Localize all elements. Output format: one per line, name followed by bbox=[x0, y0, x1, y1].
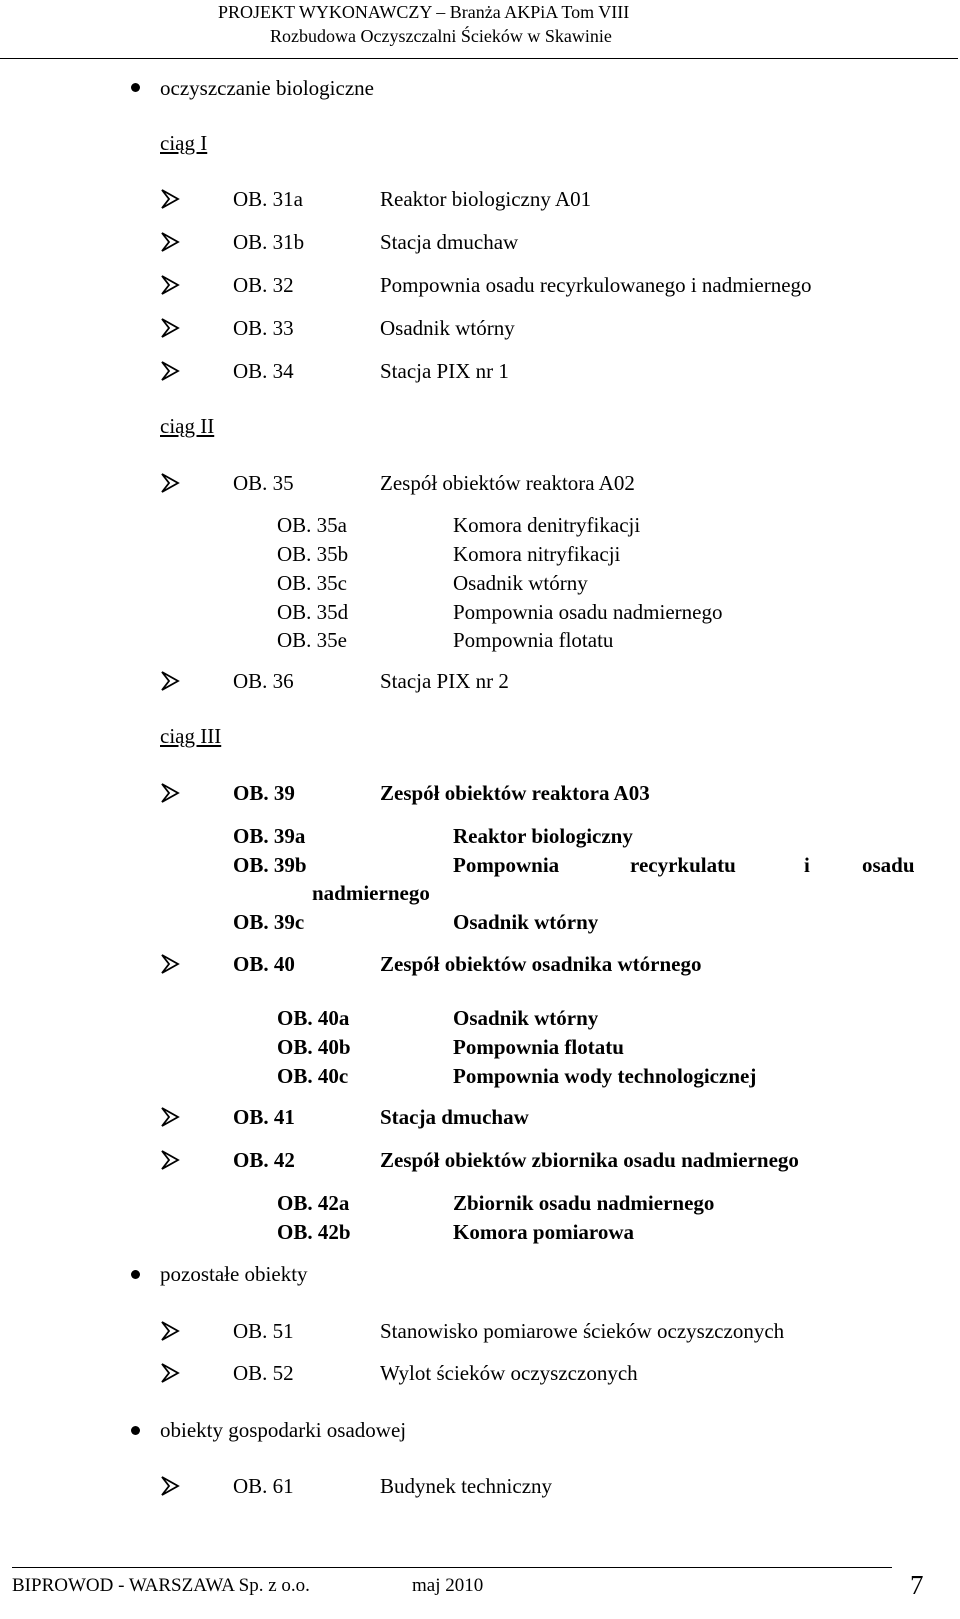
subobject-code: OB. 35d bbox=[277, 600, 349, 624]
arrow-bullet-icon bbox=[160, 1475, 180, 1497]
object-name: Stanowisko pomiarowe ścieków oczyszczonych bbox=[380, 1319, 785, 1343]
object-code: OB. 32 bbox=[233, 273, 294, 297]
ciag-2-title: ciąg II bbox=[160, 414, 215, 438]
object-name: Stacja dmuchaw bbox=[380, 1105, 529, 1129]
object-code: OB. 31b bbox=[233, 230, 305, 254]
subobject-name: Osadnik wtórny bbox=[453, 910, 599, 934]
header-rule bbox=[0, 58, 958, 59]
object-code: OB. 31a bbox=[233, 187, 303, 211]
object-name: Zespół obiektów reaktora A03 bbox=[380, 781, 650, 805]
subobject-name-word: recyrkulatu bbox=[630, 853, 736, 877]
subobject-code: OB. 39a bbox=[233, 824, 306, 848]
object-name: Reaktor biologiczny A01 bbox=[380, 187, 592, 211]
object-code: OB. 33 bbox=[233, 316, 294, 340]
object-code: OB. 42 bbox=[233, 1148, 295, 1172]
subobject-name: Reaktor biologiczny bbox=[453, 824, 633, 848]
object-name: Pompownia osadu recyrkulowanego i nadmiernego bbox=[380, 273, 812, 297]
subobject-name-word: osadu bbox=[862, 853, 915, 877]
subobject-code: OB. 35c bbox=[277, 571, 347, 595]
object-name: Zespół obiektów reaktora A02 bbox=[380, 471, 635, 495]
arrow-bullet-icon bbox=[160, 1320, 180, 1342]
arrow-bullet-icon bbox=[160, 231, 180, 253]
subobject-code: OB. 39c bbox=[233, 910, 305, 934]
object-code: OB. 61 bbox=[233, 1474, 294, 1498]
subobject-code: OB. 39b bbox=[233, 853, 307, 877]
footer-rule bbox=[12, 1567, 892, 1568]
subobject-name: Osadnik wtórny bbox=[453, 1006, 599, 1030]
arrow-bullet-icon bbox=[160, 472, 180, 494]
object-name: Stacja dmuchaw bbox=[380, 230, 519, 254]
object-name: Zespół obiektów zbiornika osadu nadmiernego bbox=[380, 1148, 799, 1172]
object-code: OB. 40 bbox=[233, 952, 295, 976]
subobject-name: Komora pomiarowa bbox=[453, 1220, 635, 1244]
subobject-code: OB. 40a bbox=[277, 1006, 350, 1030]
footer-company: BIPROWOD - WARSZAWA Sp. z o.o. bbox=[12, 1575, 310, 1596]
subobject-name-word: Pompownia bbox=[453, 853, 560, 877]
footer-date: maj 2010 bbox=[412, 1575, 484, 1596]
object-name: Stacja PIX nr 1 bbox=[380, 359, 509, 383]
arrow-bullet-icon bbox=[160, 1362, 180, 1384]
subobject-code: OB. 42a bbox=[277, 1191, 350, 1215]
subobject-name: Pompownia flotatu bbox=[453, 628, 614, 652]
ciag-1-title: ciąg I bbox=[160, 131, 208, 155]
subobject-name-word: i bbox=[804, 853, 810, 877]
subobject-name: Komora nitryfikacji bbox=[453, 542, 621, 566]
subobject-name: Pompownia osadu nadmiernego bbox=[453, 600, 723, 624]
subobject-name: Pompownia wody technologicznej bbox=[453, 1064, 757, 1088]
object-code: OB. 35 bbox=[233, 471, 294, 495]
object-name: Wylot ścieków oczyszczonych bbox=[380, 1361, 638, 1385]
page-number: 7 bbox=[910, 1570, 924, 1600]
subobject-name: Osadnik wtórny bbox=[453, 571, 588, 595]
subobject-code: OB. 40b bbox=[277, 1035, 351, 1059]
arrow-bullet-icon bbox=[160, 1149, 180, 1171]
subobject-name: Zbiornik osadu nadmiernego bbox=[453, 1191, 715, 1215]
subobject-name: Komora denitryfikacji bbox=[453, 513, 641, 537]
subobject-name: Pompownia flotatu bbox=[453, 1035, 624, 1059]
subobject-code: OB. 35a bbox=[277, 513, 347, 537]
bullet-icon bbox=[131, 83, 140, 92]
object-code: OB. 51 bbox=[233, 1319, 294, 1343]
arrow-bullet-icon bbox=[160, 953, 180, 975]
arrow-bullet-icon bbox=[160, 317, 180, 339]
object-name: Budynek techniczny bbox=[380, 1474, 553, 1498]
arrow-bullet-icon bbox=[160, 670, 180, 692]
arrow-bullet-icon bbox=[160, 782, 180, 804]
object-code: OB. 41 bbox=[233, 1105, 295, 1129]
object-code: OB. 36 bbox=[233, 669, 294, 693]
ciag-3-title: ciąg III bbox=[160, 724, 222, 748]
object-name: Stacja PIX nr 2 bbox=[380, 669, 509, 693]
object-name: Osadnik wtórny bbox=[380, 316, 515, 340]
arrow-bullet-icon bbox=[160, 1106, 180, 1128]
header-line-2: Rozbudowa Oczyszczalni Ścieków w Skawinie bbox=[270, 26, 612, 46]
section-title-other: pozostałe obiekty bbox=[160, 1262, 308, 1286]
arrow-bullet-icon bbox=[160, 188, 180, 210]
subobject-code: OB. 35e bbox=[277, 628, 347, 652]
object-code: OB. 39 bbox=[233, 781, 295, 805]
section-title-bio: oczyszczanie biologiczne bbox=[160, 76, 374, 100]
arrow-bullet-icon bbox=[160, 274, 180, 296]
object-code: OB. 52 bbox=[233, 1361, 294, 1385]
object-code: OB. 34 bbox=[233, 359, 294, 383]
subobject-code: OB. 40c bbox=[277, 1064, 349, 1088]
bullet-icon bbox=[131, 1270, 140, 1279]
subobject-name-word: nadmiernego bbox=[312, 881, 430, 905]
bullet-icon bbox=[131, 1426, 140, 1435]
arrow-bullet-icon bbox=[160, 360, 180, 382]
subobject-code: OB. 35b bbox=[277, 542, 349, 566]
object-name: Zespół obiektów osadnika wtórnego bbox=[380, 952, 702, 976]
subobject-code: OB. 42b bbox=[277, 1220, 351, 1244]
section-title-sludge: obiekty gospodarki osadowej bbox=[160, 1418, 407, 1442]
header-line-1: PROJEKT WYKONAWCZY – Branża AKPiA Tom VIII bbox=[218, 2, 630, 22]
